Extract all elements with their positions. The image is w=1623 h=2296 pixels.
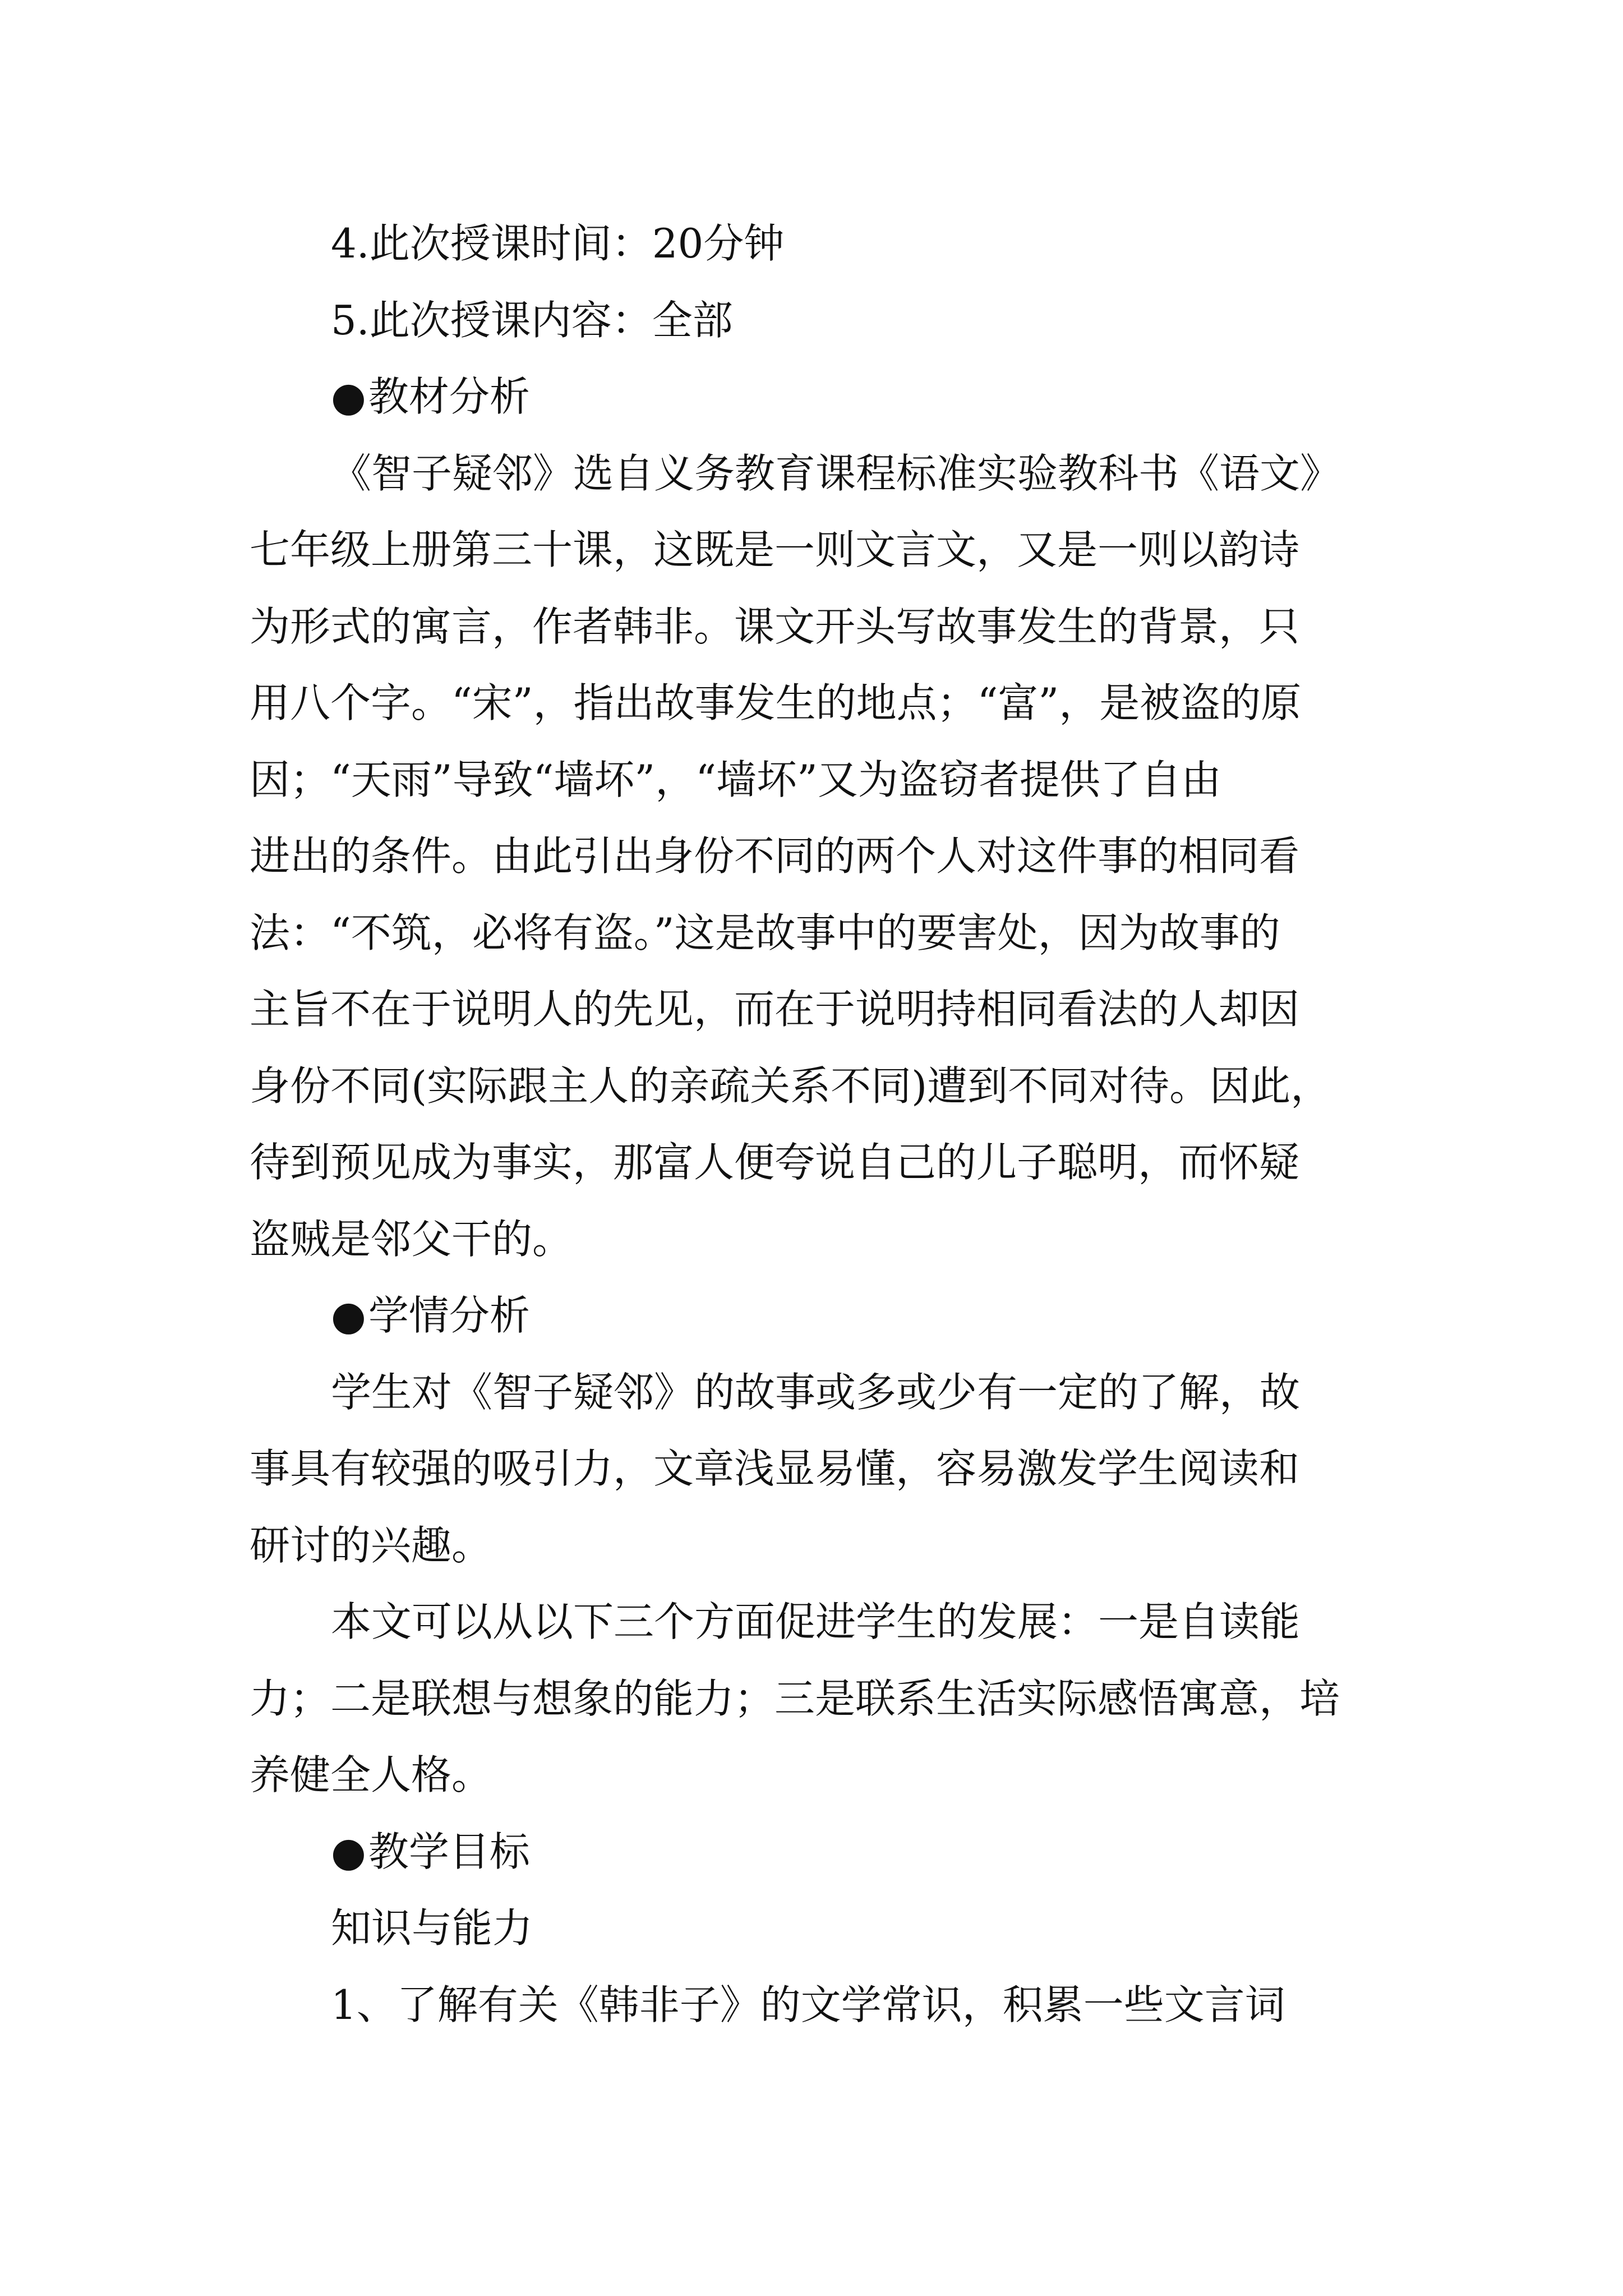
paragraph-line: 养健全人格。 <box>250 1751 492 1798</box>
paragraph-line: 《智子疑邻》选自义务教育课程标准实验教科书《语文》 <box>331 450 1341 497</box>
content-line: 5.此次授课内容：全部 <box>331 297 733 344</box>
paragraph-line: 1、了解有关《韩非子》的文学常识，积累一些文言词 <box>331 1981 1285 2028</box>
time-line: 4.此次授课时间：20分钟 <box>331 220 785 267</box>
heading-teaching-goals: ●教学目标 <box>331 1825 530 1879</box>
paragraph-line: 待到预见成为事实，那富人便夸说自己的儿子聪明，而怀疑 <box>250 1139 1300 1186</box>
paragraph-line: 因；“天雨”导致“墙坏”，“墙坏”又为盗窃者提供了自由 <box>250 756 1221 803</box>
paragraph-line: 身份不同(实际跟主人的亲疏关系不同)遭到不同对待。因此， <box>250 1062 1331 1110</box>
paragraph-line: 学生对《智子疑邻》的故事或多或少有一定的了解，故 <box>331 1369 1301 1416</box>
paragraph-line: 为形式的寓言，作者韩非。课文开头写故事发生的背景，只 <box>250 603 1300 650</box>
bullet-icon: ● <box>331 1292 366 1339</box>
paragraph-line: 力；二是联想与想象的能力；三是联系生活实际感悟寓意，培 <box>250 1675 1340 1722</box>
paragraph-line: 主旨不在于说明人的先见，而在于说明持相同看法的人却因 <box>250 986 1300 1033</box>
paragraph-line: 事具有较强的吸引力，文章浅显易懂，容易激发学生阅读和 <box>250 1445 1300 1492</box>
paragraph-line: 本文可以从以下三个方面促进学生的发展：一是自读能 <box>331 1598 1301 1645</box>
heading-student-analysis: ●学情分析 <box>331 1289 530 1342</box>
paragraph-line: 用八个字。“宋”，指出故事发生的地点；“富”，是被盗的原 <box>250 679 1302 726</box>
bullet-icon: ● <box>331 373 366 420</box>
subheading-knowledge-ability: 知识与能力 <box>331 1904 533 1952</box>
heading-textbook-analysis: ●教材分析 <box>331 370 530 424</box>
paragraph-line: 盗贼是邻父干的。 <box>250 1216 573 1263</box>
paragraph-line: 法：“不筑，必将有盗。”这是故事中的要害处，因为故事的 <box>250 909 1280 956</box>
paragraph-line: 进出的条件。由此引出身份不同的两个人对这件事的相同看 <box>250 832 1300 880</box>
paragraph-line: 七年级上册第三十课，这既是一则文言文，又是一则以韵诗 <box>250 526 1300 573</box>
bullet-icon: ● <box>331 1828 366 1875</box>
paragraph-line: 研讨的兴趣。 <box>250 1522 492 1569</box>
